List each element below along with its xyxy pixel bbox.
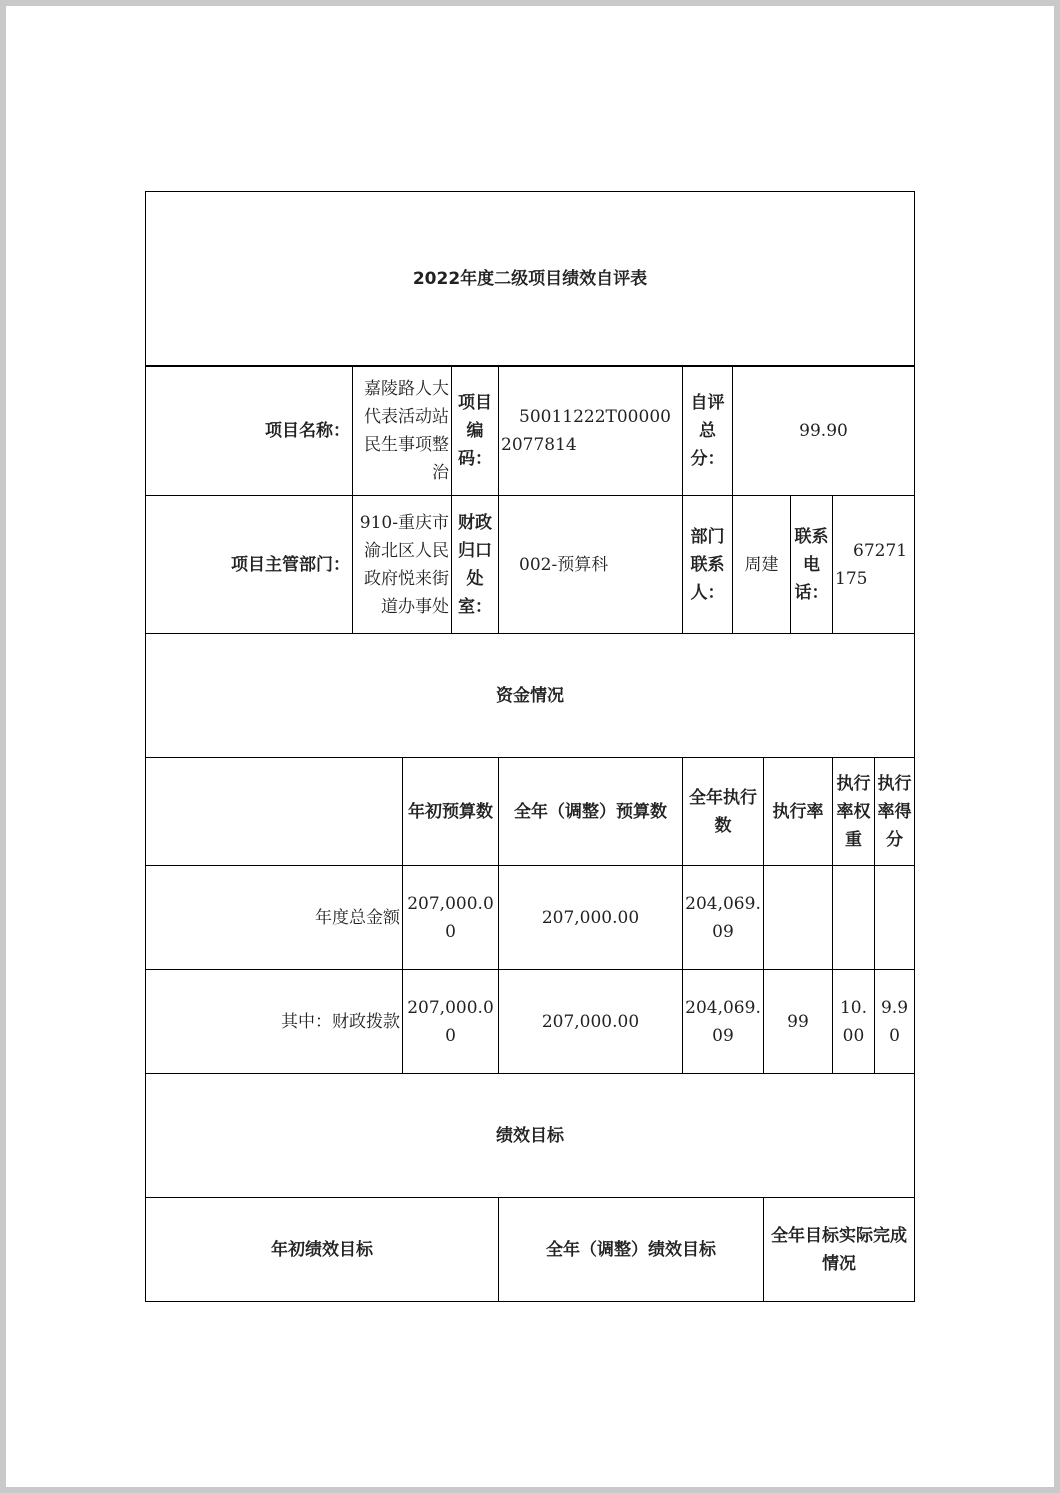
- score-label: 自评总分：: [682, 365, 733, 496]
- funds-header-initial: 年初预算数: [402, 757, 499, 866]
- goals-header-initial: 年初绩效目标: [145, 1197, 499, 1302]
- office-value: 002-预算科: [498, 495, 683, 634]
- funds-header-rate: 执行率: [763, 757, 833, 866]
- goals-section-title: 绩效目标: [145, 1073, 915, 1198]
- project-name-value: 嘉陵路人大代表活动站民生事项整治: [352, 365, 452, 496]
- funds-header-executed: 全年执行数: [682, 757, 764, 866]
- funds-header-adjusted: 全年（调整）预算数: [498, 757, 683, 866]
- funds-row-initial: 207,000.00: [402, 969, 499, 1074]
- funds-row-adjusted: 207,000.00: [498, 865, 683, 970]
- title-text: 2022年度二级项目绩效自评表: [412, 268, 648, 289]
- funds-row-executed: 204,069.09: [682, 969, 764, 1074]
- phone-value: 67271175: [832, 495, 915, 634]
- funds-header-blank: [145, 757, 403, 866]
- contact-label: 部门联系人：: [682, 495, 733, 634]
- funds-row-initial: 207,000.00: [402, 865, 499, 970]
- funds-row-label: 年度总金额: [145, 865, 403, 970]
- office-label: 财政归口处室：: [451, 495, 499, 634]
- goals-header-adjusted: 全年（调整）绩效目标: [498, 1197, 764, 1302]
- funds-row-score: [874, 865, 915, 970]
- project-code-value: 50011222T000002077814: [498, 365, 683, 496]
- phone-label: 联系电话：: [790, 495, 833, 634]
- funds-header-weight: 执行率权重: [832, 757, 875, 866]
- funds-row-rate: 99: [763, 969, 833, 1074]
- funds-section-title: 资金情况: [145, 633, 915, 758]
- project-name-label: 项目名称：: [145, 365, 353, 496]
- score-value: 99.90: [732, 365, 915, 496]
- funds-row-weight: 10.00: [832, 969, 875, 1074]
- goals-header-actual: 全年目标实际完成情况: [763, 1197, 915, 1302]
- contact-value: 周建: [732, 495, 791, 634]
- funds-header-score: 执行率得分: [874, 757, 915, 866]
- funds-row-score: 9.90: [874, 969, 915, 1074]
- funds-row-weight: [832, 865, 875, 970]
- dept-value: 910-重庆市渝北区人民政府悦来街道办事处: [352, 495, 452, 634]
- dept-label: 项目主管部门：: [145, 495, 353, 634]
- performance-evaluation-table: [145, 191, 915, 1301]
- table-title: [145, 191, 915, 366]
- funds-row-label: 其中：财政拨款: [145, 969, 403, 1074]
- project-code-label: 项目编码：: [451, 365, 499, 496]
- funds-row-rate: [763, 865, 833, 970]
- document-page: [6, 6, 1054, 1487]
- funds-row-executed: 204,069.09: [682, 865, 764, 970]
- funds-row-adjusted: 207,000.00: [498, 969, 683, 1074]
